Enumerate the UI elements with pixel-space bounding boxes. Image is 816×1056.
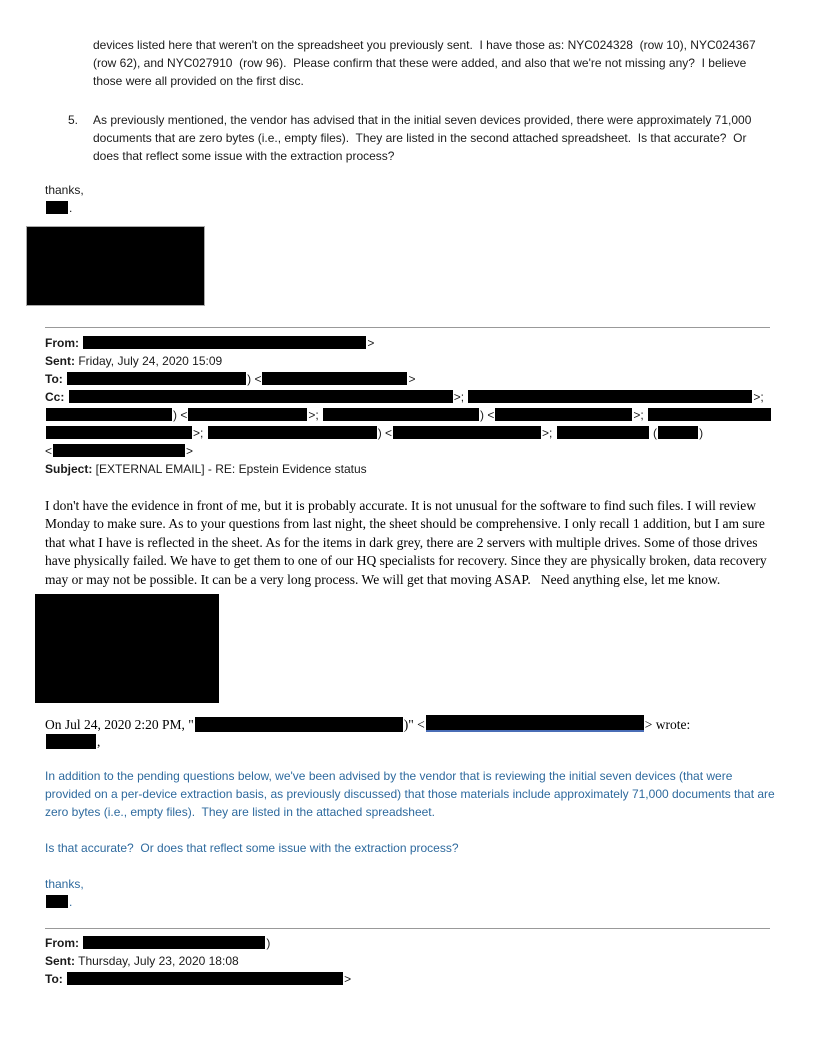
from-row-2 — [45, 934, 770, 952]
redaction-bar — [658, 426, 698, 439]
redaction-bar — [323, 408, 479, 421]
from-row — [45, 334, 770, 352]
from-label: From: — [45, 336, 79, 350]
signature-redaction-block — [26, 226, 205, 306]
subject-label: Subject: — [45, 462, 93, 476]
from-label-2: From: — [45, 936, 79, 951]
to-row-2 — [45, 970, 770, 988]
sent-value: Friday, July 24, 2020 15:09 — [75, 354, 223, 368]
redaction-bar — [67, 372, 246, 385]
cc-continuation-3: < > — [45, 444, 194, 458]
redaction-bar — [495, 408, 632, 421]
from-value-2: ) — [79, 936, 270, 950]
redaction-bar — [67, 972, 343, 985]
quote-attribution: On Jul 24, 2020 2:20 PM, " )" < > wrote: — [45, 717, 691, 733]
redaction-bar — [648, 408, 771, 421]
cc-label: Cc: — [45, 390, 65, 404]
to-row — [45, 370, 770, 388]
email-body: I don't have the evidence in front of me, but it is probably accurate. It is not unusual for the software to find such files. I will review Monday to make sure. As to your questions from last night, the sheet should be comprehensive. I only recall 1 addition, but I am sure that what I have is reflected in the sheet. As for the items in dark grey, there are 2 servers with multiple drives. Some of those drives have physically failed. We have to get them to one of our HQ specialists for recovery. Since they are physically broken, data recovery may or may not be possible. It can be a very long process. We will get that moving ASAP. Need anything else, let me know. — [45, 498, 771, 587]
item-number: 5. — [68, 113, 79, 127]
sent-label-2: Sent: — [45, 954, 75, 969]
item-text: As previously mentioned, the vendor has advised that in the initial seven devices provided, there were approximately 71,000 documents that are zero bytes (i.e., empty files). They are listed in the second attached spreadsheet. Is that accurate? Or does that reflect some issue with the extraction process? — [93, 113, 755, 163]
redaction-bar — [46, 201, 68, 214]
email-header-1 — [45, 334, 770, 478]
to-label-2: To: — [45, 972, 63, 987]
thanks-signature-line: . — [45, 199, 816, 217]
redaction-bar — [53, 444, 185, 457]
redaction-bar — [195, 717, 403, 732]
redaction-bar — [46, 408, 172, 421]
sent-row — [45, 352, 770, 370]
cc-continuation-1: ) < >; ) < >; — [45, 406, 770, 424]
redaction-bar — [557, 426, 649, 439]
to-label: To: — [45, 372, 63, 386]
redaction-bar — [426, 715, 644, 732]
redaction-bar — [262, 372, 407, 385]
redaction-bar — [393, 426, 541, 439]
divider-rule — [45, 327, 770, 328]
top-paragraph: devices listed here that weren't on the spreadsheet you previously sent. I have those as: NYC024328 (row 10), NYC024367 (row 62), and NYC027910 (row 96). Please confirm that these were added, and also that we're not missing any? I believe those were all provided on the first disc. — [93, 38, 763, 88]
redaction-bar — [69, 390, 453, 403]
closing-thanks — [45, 181, 816, 217]
subject-row — [45, 460, 770, 478]
quote-attribution-block — [45, 715, 773, 751]
divider-rule-2 — [45, 928, 770, 929]
email-header-2 — [45, 934, 770, 988]
sent-value-2: Thursday, July 23, 2020 18:08 — [75, 954, 239, 969]
sent-label: Sent: — [45, 354, 75, 368]
quote-thanks-text: thanks, — [45, 877, 84, 892]
from-value: > — [79, 336, 374, 350]
quoted-message — [45, 767, 779, 911]
quote-signature-line: . — [45, 893, 775, 911]
sent-row-2 — [45, 952, 770, 970]
quote-question: Is that accurate? Or does that reflect some issue with the extraction process? — [45, 841, 459, 856]
redaction-bar — [46, 895, 68, 908]
redaction-bar — [188, 408, 307, 421]
subject-value: [EXTERNAL EMAIL] - RE: Epstein Evidence status — [92, 462, 367, 476]
cc-value-line1: >; >; — [64, 390, 763, 404]
redaction-bar — [468, 390, 752, 403]
quote-salutation: , — [45, 733, 773, 751]
list-item-5 — [68, 111, 764, 165]
to-value-2: > — [63, 972, 351, 986]
redaction-bar — [83, 336, 366, 349]
cc-row — [45, 388, 770, 406]
quote-thanks — [45, 875, 775, 911]
to-value: ) < > — [63, 372, 416, 386]
signature-redaction-block-2 — [35, 594, 219, 703]
quote-paragraph: In addition to the pending questions below, we've been advised by the vendor that is reviewing the initial seven devices (that were provided on a per-device extraction basis, as previously discussed) that those materials include approximately 71,000 documents that are zero bytes (i.e., empty files). They are listed in the attached spreadsheet. — [45, 769, 779, 820]
redaction-bar — [46, 734, 96, 749]
redaction-bar — [46, 426, 192, 439]
redaction-bar — [208, 426, 377, 439]
thanks-text: thanks, — [45, 183, 84, 197]
redaction-bar — [83, 936, 265, 949]
cc-continuation-2: >; ) < >; ( ) — [45, 424, 770, 442]
